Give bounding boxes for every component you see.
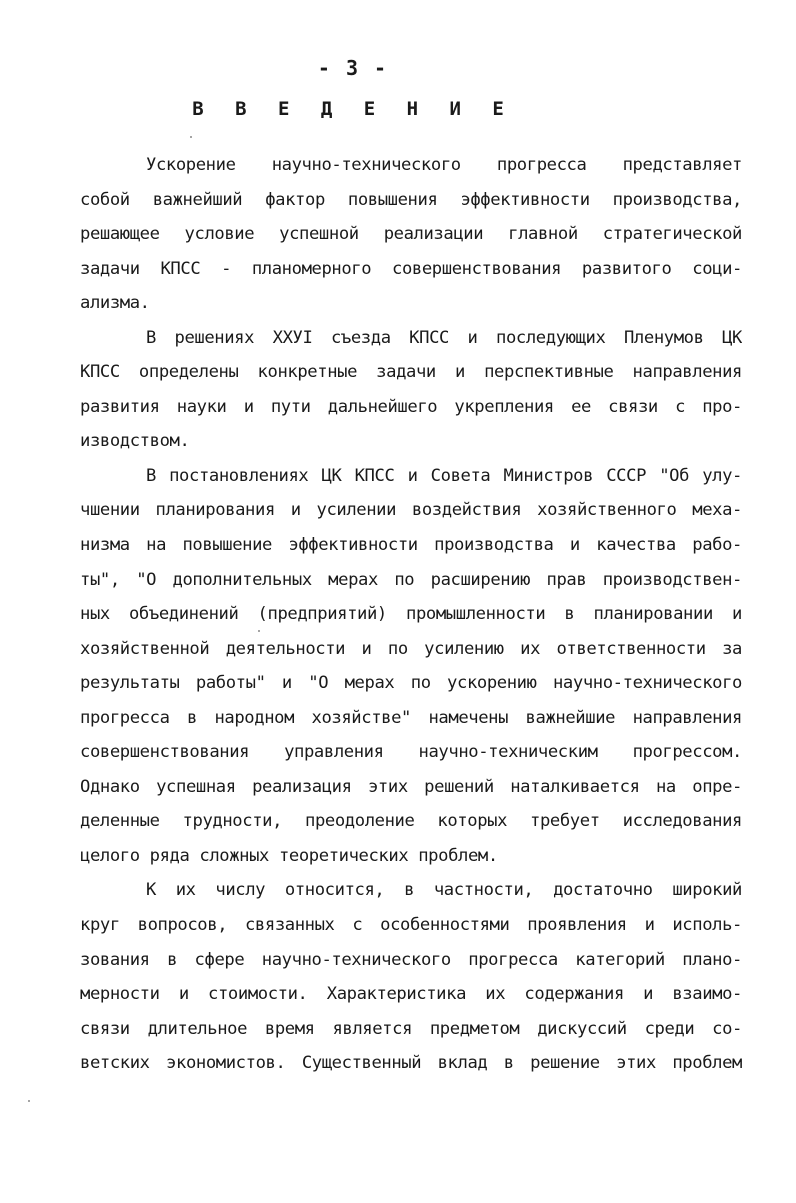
scan-speck: [190, 136, 192, 138]
text-line: развития науки и пути дальнейшего укрепления ее связи с про-: [80, 396, 742, 417]
text-line: мерности и стоимости. Характеристика их содержания и взаимо-: [80, 984, 742, 1005]
text-line: Однако успешная реализация этих решений наталкивается на опре-: [80, 776, 742, 797]
text-line: задачи КПСС - планомерного совершенствования развитого соци-: [80, 258, 742, 279]
text-line: ветских экономистов. Существенный вклад в решение этих проблем: [80, 1053, 742, 1074]
scan-speck: [258, 630, 260, 632]
text-line: зования в сфере научно-технического прогресса категорий плано-: [80, 949, 742, 970]
text-line: решающее условие успешной реализации главной стратегической: [80, 224, 742, 245]
scan-speck: [28, 1100, 30, 1102]
text-line: КПСС определены конкретные задачи и перспективные направления: [80, 362, 742, 383]
text-line: результаты работы" и "О мерах по ускорению научно-технического: [80, 673, 742, 694]
page-title: В В Е Д Е Н И Е: [192, 98, 514, 120]
text-line: деленные трудности, преодоление которых требует исследования: [80, 811, 742, 832]
text-line: круг вопросов, связанных с особенностями проявления и исполь-: [80, 915, 742, 936]
text-line: прогресса в народном хозяйстве" намечены важнейшие направления: [80, 707, 742, 728]
text-line: К их числу относится, в частности, достаточно широкий: [146, 880, 742, 901]
text-line: собой важнейший фактор повышения эффективности производства,: [80, 189, 742, 210]
text-line: В решениях XXУI съезда КПСС и последующих Пленумов ЦК: [146, 327, 742, 348]
text-line: хозяйственной деятельности и по усилению их ответственности за: [80, 638, 742, 659]
text-line: низма на повышение эффективности производства и качества рабо-: [80, 535, 742, 556]
text-line: Ускорение научно-технического прогресса представляет: [146, 155, 742, 175]
body-text: [80, 148, 742, 1081]
page-number: - 3 -: [317, 56, 389, 80]
text-line: ных объединений (предприятий) промышленности в планировании и: [80, 604, 742, 625]
text-line: связи длительное время является предметом дискуссий среди со-: [80, 1018, 742, 1039]
text-line: целого ряда сложных теоретических проблем.: [80, 845, 498, 866]
text-line: ты", "О дополнительных мерах по расширению прав производствен-: [80, 569, 742, 590]
text-line: В постановлениях ЦК КПСС и Совета Министров СССР "Об улу-: [146, 465, 742, 486]
text-line: изводством.: [80, 431, 190, 452]
text-line: совершенствования управления научно-техническим прогрессом.: [80, 742, 742, 763]
text-line: чшении планирования и усилении воздействия хозяйственного меха-: [80, 500, 742, 521]
text-line: ализма.: [80, 293, 150, 314]
